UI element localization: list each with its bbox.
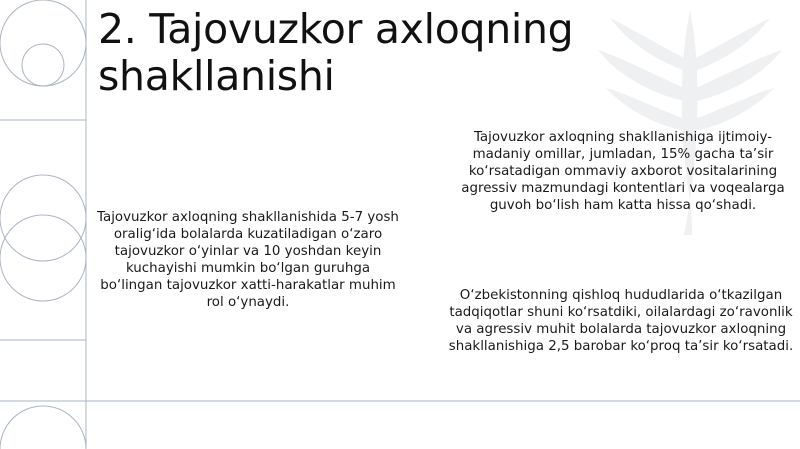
left-paragraph: Tajovuzkor axloqning shakllanishida 5-7 yosh oralig‘ida bolalarda kuzatiladigan o‘zaro tajovuzkor o‘yinlar va 10 yoshdan keyin kuchayishi mumkin bo‘lgan guruhga bo‘lingan tajovuzkor xatti-harakatlar muhim rol o‘ynaydi. [97,210,399,310]
right-bottom-paragraph: O‘zbekistonning qishloq hududlarida o‘tkazilgan tadqiqotlar shuni ko‘rsatdiki, oilalardagi zo‘ravonlik va agressiv muhit bolalarda tajovuzkor axloqning shakllanishiga 2,5 barobar ko‘proq ta’sir ko‘rsatadi. [448,288,794,354]
right-top-paragraph: Tajovuzkor axloqning shakllanishiga ijtimoiy-madaniy omillar, jumladan, 15% gacha ta’sir ko‘rsatadigan ommaviy axborot vositalarining agressiv mazmundagi kontentlari va voqealarga guvoh bo‘lish ham katta hissa qo‘shadi. [461,130,785,213]
slide-title: 2. Tajovuzkor axloqning shakllanishi [98,5,574,100]
